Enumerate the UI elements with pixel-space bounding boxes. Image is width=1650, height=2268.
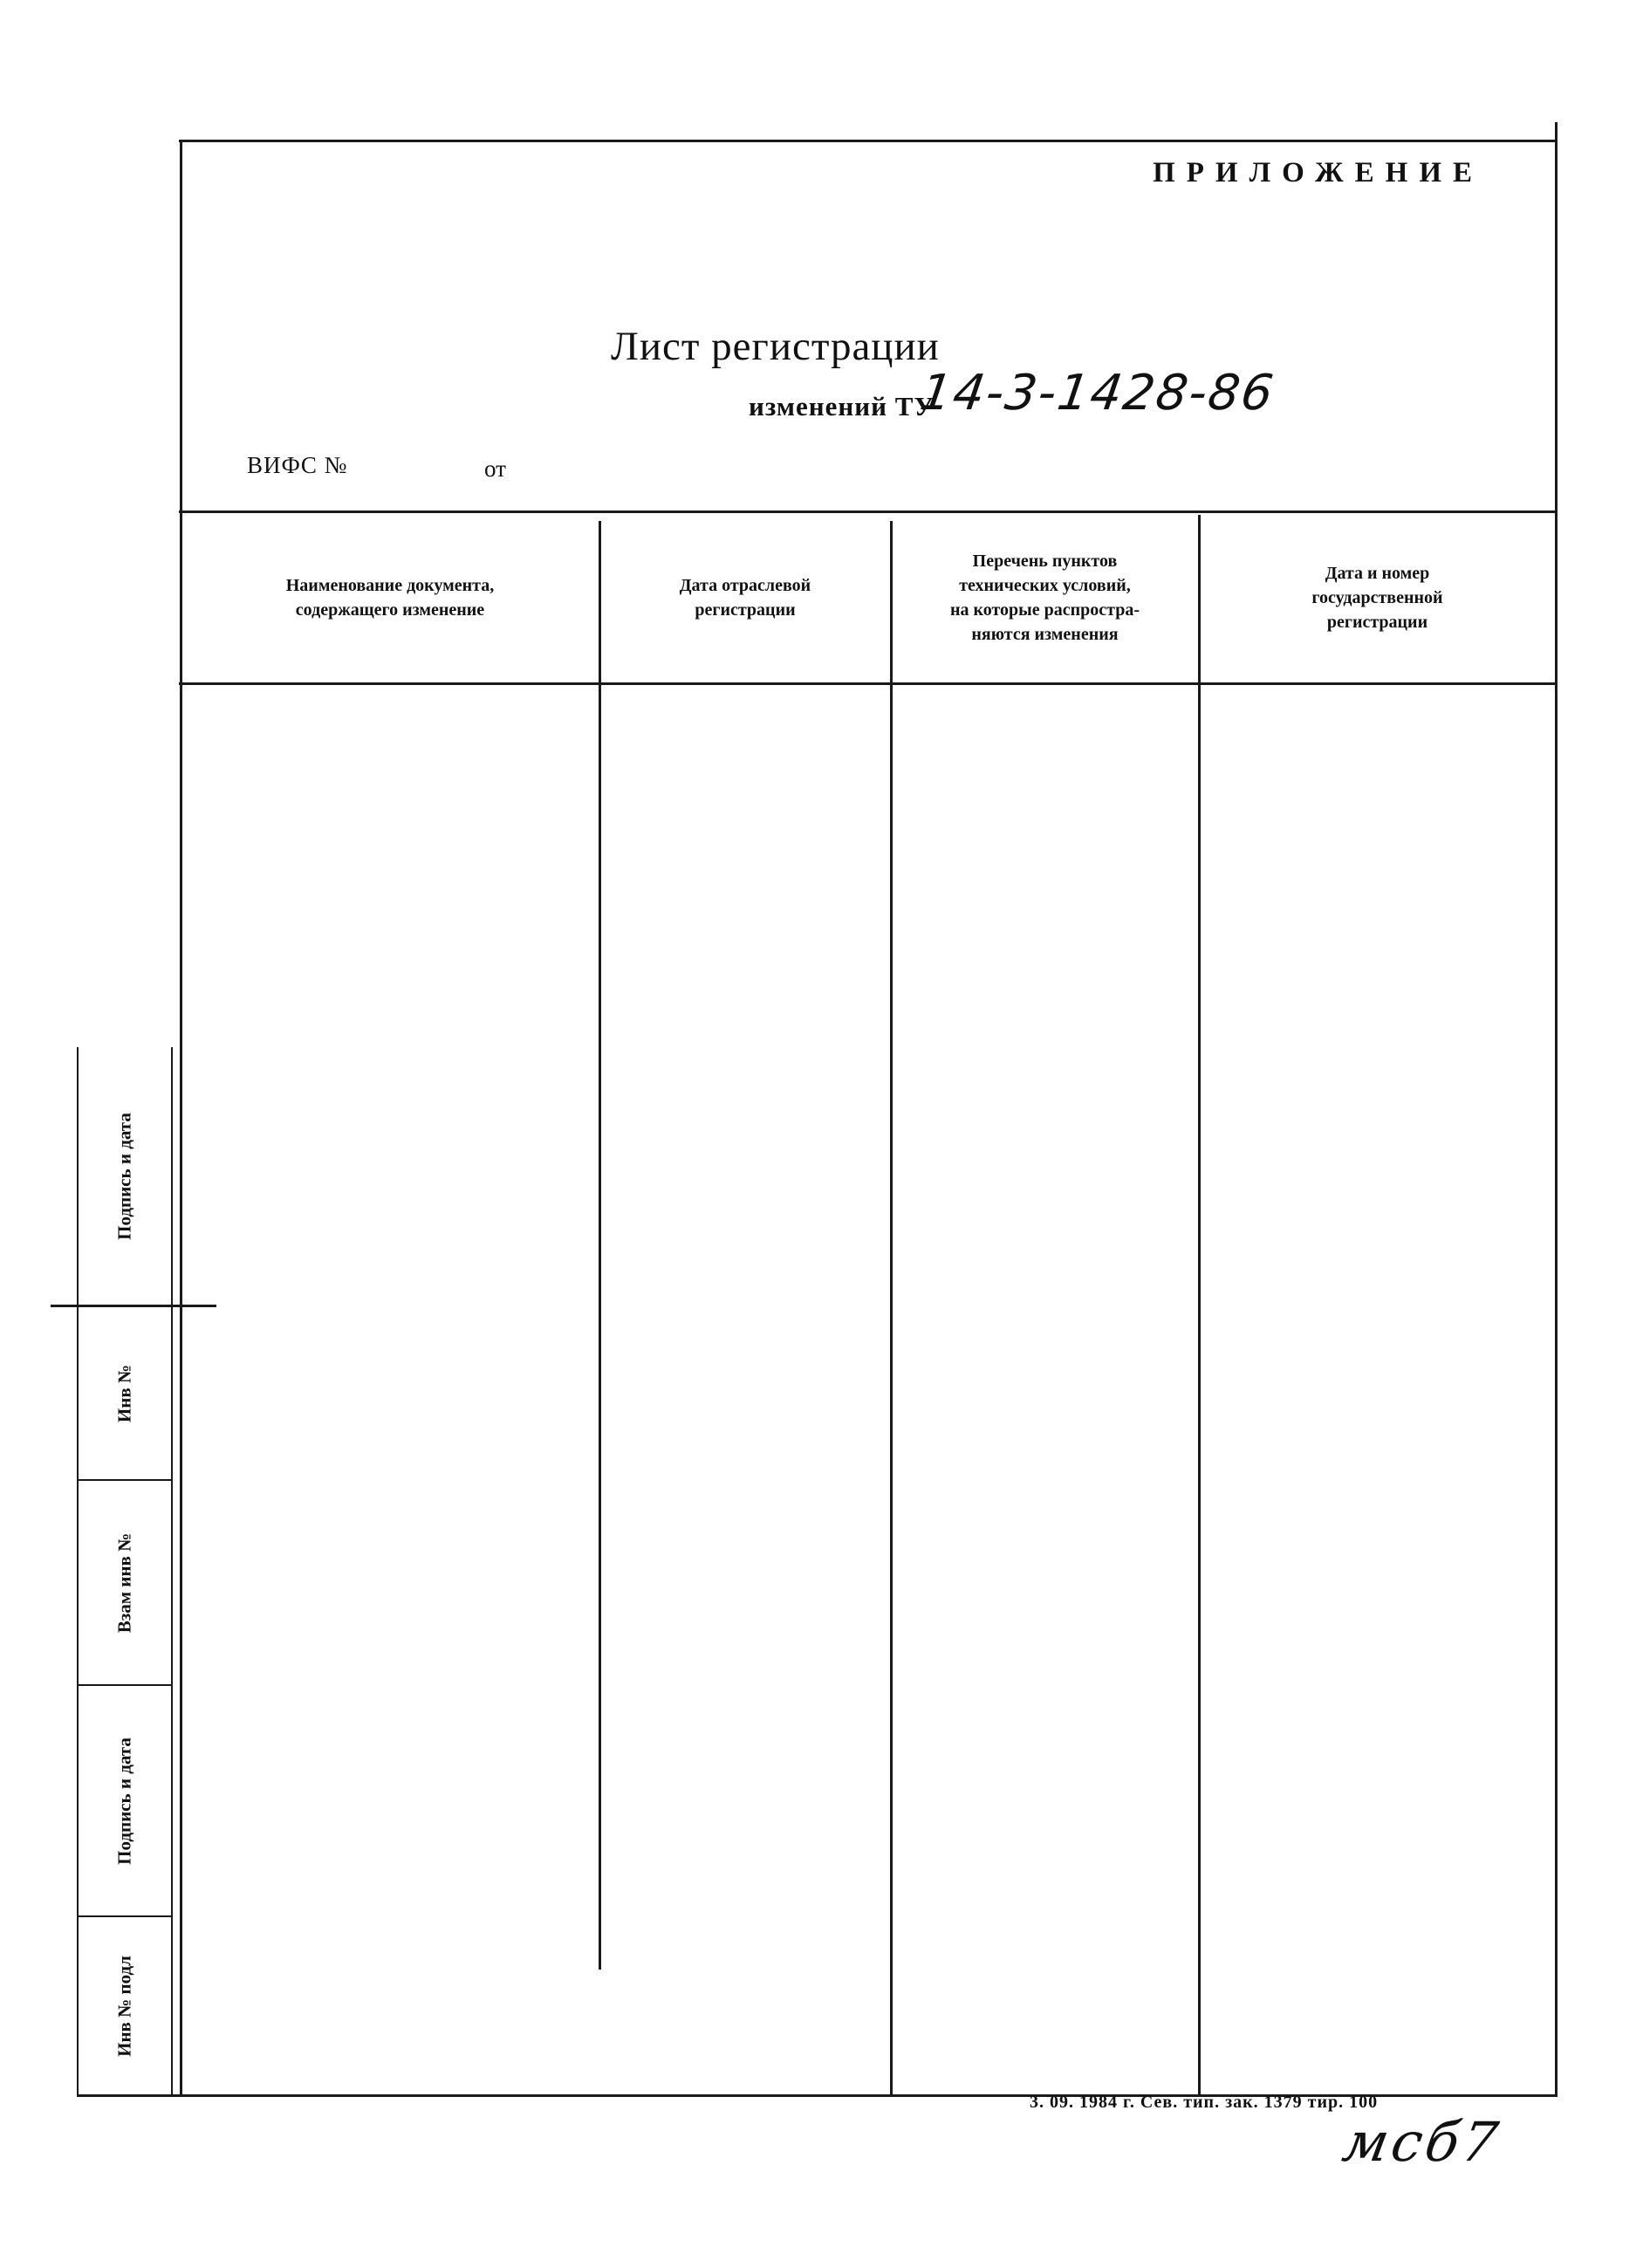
handwritten-mark: мсб7	[1338, 2110, 1506, 2174]
stamp-replaced-inventory-label: Взам инв №	[113, 1532, 135, 1633]
table-top-line	[179, 510, 1558, 513]
column-divider-3	[1198, 515, 1201, 2094]
column-divider-1	[599, 521, 601, 1970]
margin-stamp	[77, 1047, 173, 2094]
frame-top-line	[179, 140, 1558, 142]
appendix-label: ПРИЛОЖЕНИЕ	[1153, 157, 1483, 188]
stamp-signature-date-2	[77, 1686, 173, 1915]
column-header-industry-registration-date: Дата отраслевой регистрации	[679, 576, 811, 620]
sheet-title: Лист регистрации	[611, 324, 940, 369]
stamp-inventory-number-label: Инв №	[113, 1364, 135, 1422]
column-header-state-registration: Дата и номер государственной регистрации	[1311, 564, 1443, 632]
print-note: 3. 09. 1984 г. Сев. тип. зак. 1379 тир. 100	[1030, 2093, 1379, 2112]
sheet-subtitle: изменений ТУ	[749, 391, 935, 421]
stamp-signature-date-1-label: Подпись и дата	[113, 1112, 135, 1240]
stamp-inventory-number	[77, 1307, 173, 1479]
frame-right-line	[1555, 122, 1558, 2096]
stamp-replaced-inventory	[77, 1481, 173, 1684]
frame-left-line	[180, 140, 182, 2094]
vifs-date-label: от	[484, 456, 506, 482]
column-divider-2	[890, 521, 893, 2094]
stamp-original-inventory-label: Инв № подл	[113, 1955, 135, 2057]
vifs-label: ВИФС №	[247, 452, 348, 478]
document-number-handwritten: 14-3-1428-86	[916, 365, 1278, 421]
stamp-original-inventory	[77, 1917, 173, 2094]
column-header-affected-clauses: Перечень пунктов технических условий, на которые распростра- няются изменения	[949, 552, 1140, 644]
table-header-bottom-line	[179, 682, 1558, 685]
stamp-signature-date-1	[77, 1047, 173, 1305]
column-header-document-name: Наименование документа, содержащего изменение	[285, 576, 495, 620]
stamp-signature-date-2-label: Подпись и дата	[113, 1737, 135, 1865]
